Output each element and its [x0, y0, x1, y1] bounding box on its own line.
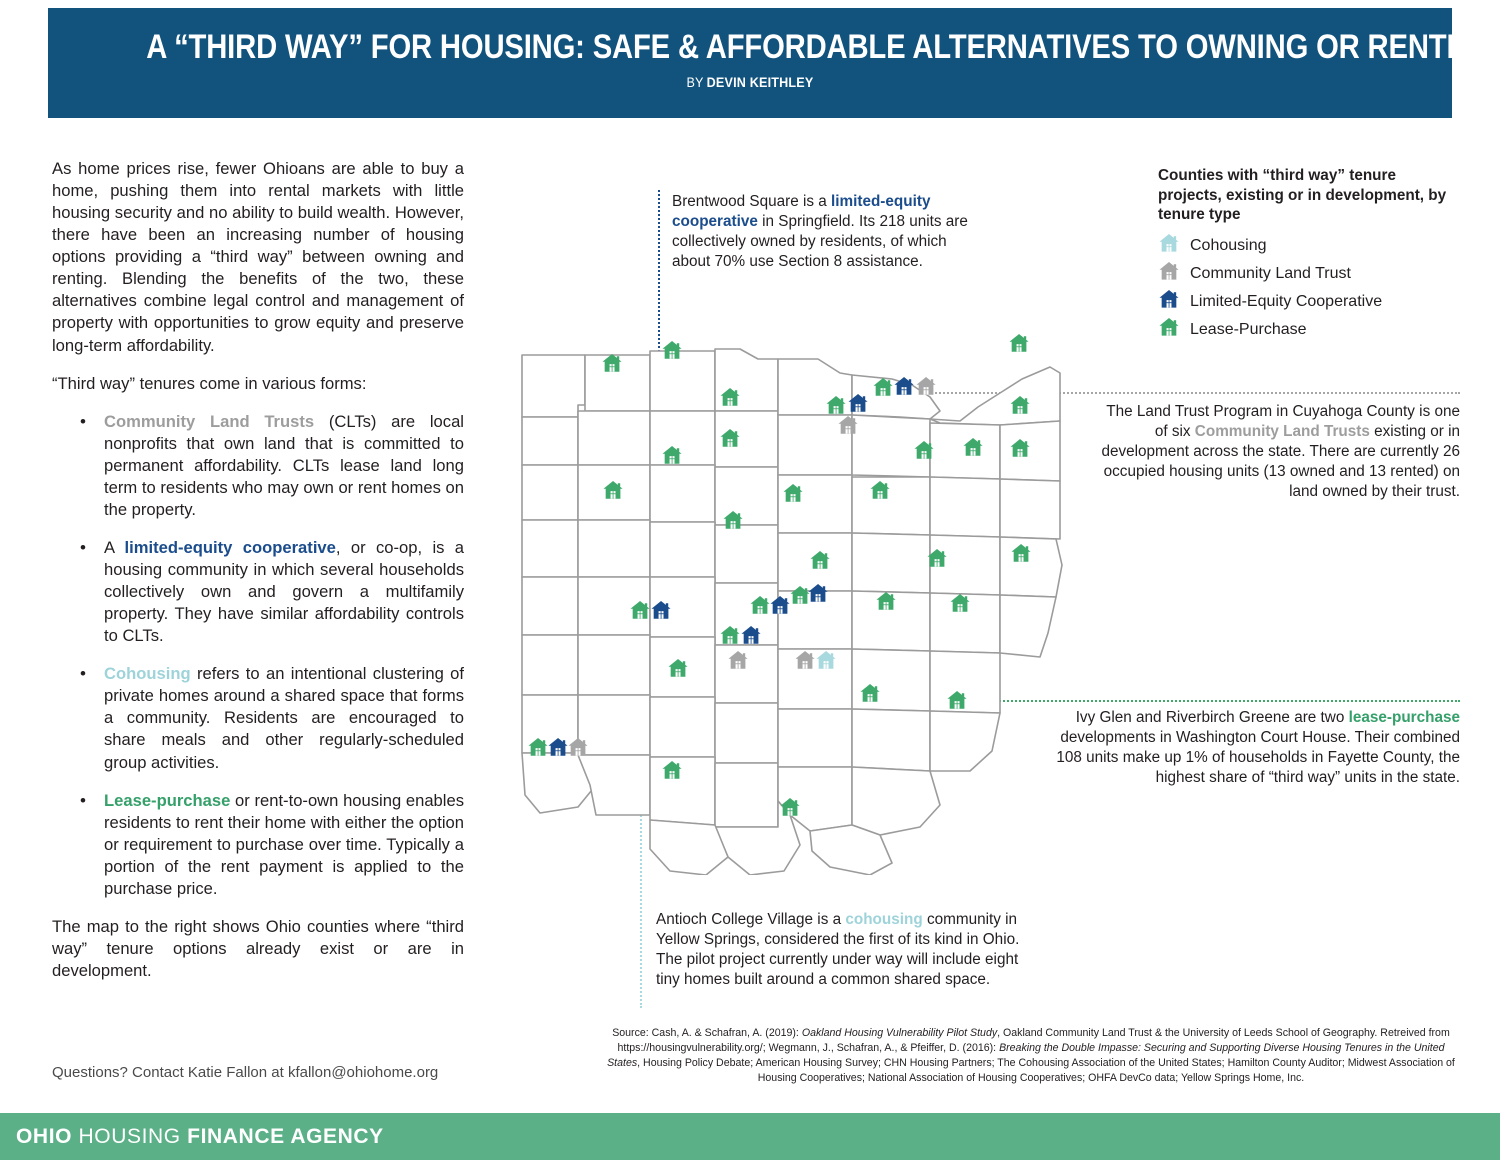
bullet-body-text: refers to an intentional clustering of private homes around a shared space that forms a community. Residents are encouraged to share meals and other regularly-scheduled group activities. [104, 664, 464, 772]
house-icon [1158, 288, 1180, 315]
map-marker-lease_purchase[interactable] [662, 341, 681, 359]
map-legend [1158, 166, 1458, 344]
logo-housing: HOUSING [72, 1125, 188, 1148]
ohfa-logo [16, 1125, 384, 1149]
bullet-dot-icon: • [80, 411, 86, 431]
contact-line: Questions? Contact Katie Fallon at kfallon@ohiohome.org [52, 1064, 439, 1081]
tenure-type-item-4 [52, 790, 464, 900]
callout-antioch [656, 910, 1036, 990]
logo-ohio: OHIO [16, 1125, 73, 1148]
callout-fayette-text-2: developments in Washington Court House. Their combined 108 units make up 1% of households in Fayette County, the highest share of “third way” units in the state. [1056, 728, 1460, 786]
legend-item-label: Cohousing [1190, 236, 1267, 254]
tenure-type-list [52, 411, 464, 900]
house-icon [1158, 232, 1180, 259]
source-line-3i: Housing Tenures in the United States [607, 1042, 1445, 1070]
legend-item-2[interactable] [1158, 288, 1458, 316]
map-marker-lease_purchase[interactable] [1009, 334, 1028, 352]
callout-brentwood-text-1: Brentwood Square is a [672, 193, 832, 210]
tenure-type-item-1 [52, 411, 464, 521]
bullet-body-text: , or co-op, is a housing community in which several households collectively own and govern a multifamily property. They have similar affordability controls to CLTs. [104, 537, 465, 646]
bullet-term: limited-equity cooperative [124, 537, 336, 557]
callout-fayette [1040, 708, 1460, 788]
tenure-type-item-3 [52, 663, 464, 773]
legend-item-label: Limited-Equity Cooperative [1190, 292, 1383, 310]
legend-item-3[interactable] [1158, 316, 1458, 344]
bullet-dot-icon: • [80, 664, 86, 684]
bullet-term: Cohousing [104, 664, 191, 684]
bullet-dot-icon: • [80, 790, 86, 810]
bullet-term: Lease-purchase [104, 790, 231, 810]
source-line-2a: Retreived from https://housingvulnerability.org/; Wegmann, J., Schafran, A., & Pfeiffer, D. (2016): [617, 1027, 1450, 1055]
source-line-1i: Oakland Housing Vulnerability Pilot Study [801, 1027, 998, 1039]
legend-title: Counties with “third way” tenure projects, existing or in development, by tenure type [1158, 167, 1447, 224]
source-line-1b: , Oakland Community Land Trust & the University of Leeds School of Geography. [997, 1027, 1378, 1039]
callout-fayette-text-1: Ivy Glen and Riverbirch Greene are two [1075, 709, 1349, 726]
legend-item-label: Lease-Purchase [1190, 320, 1307, 338]
bullet-term: Community Land Trusts [104, 411, 315, 431]
callout-cuyahoga [1100, 402, 1460, 501]
byline [118, 74, 1382, 90]
map-marker-community_land_trust[interactable] [916, 377, 935, 395]
map-marker-limited_equity_cooperative[interactable] [894, 377, 913, 395]
header-banner [48, 8, 1498, 118]
ohio-map-svg [500, 315, 1080, 875]
legend-item-0[interactable] [1158, 232, 1458, 260]
legend-item-label: Community Land Trust [1190, 264, 1351, 282]
callout-brentwood-text-2: in Springfield. Its 218 units are collectively owned by residents, of which about 70% use Section 8 assistance. [672, 212, 968, 270]
ohio-county-map[interactable] [500, 315, 1080, 875]
closing-paragraph: The map to the right shows Ohio counties where “third way” tenure options already exist or are in development. [52, 916, 464, 980]
byline-author: DEVIN KEITHLEY [706, 74, 814, 90]
intro-paragraph-2: “Third way” tenures come in various forms: [52, 373, 367, 393]
source-line-1a: Source: Cash, A. & Schafran, A. (2019): [612, 1027, 802, 1039]
byline-prefix: BY [686, 74, 707, 90]
bullet-body-text: (CLTs) are local nonprofits that own land that is committed to permanent affordability. CLTs lease land long term to residents who may own or rent homes on the property. [104, 411, 464, 519]
legend-item-1[interactable] [1158, 260, 1458, 288]
callout-antioch-term: cohousing [845, 911, 923, 928]
bullet-body-text: or rent-to-own housing enables residents to rent their home with either the option or requirement to purchase over time. Typically a portion of the rent payment is applied to the purchase price. [104, 790, 464, 898]
source-note [600, 1026, 1462, 1086]
intro-paragraph-1: As home prices rise, fewer Ohioans are able to buy a home, pushing them into rental markets with little housing security and no ability to build wealth. However, there have been an increasing number of housing options providing a “third way” between owning and renting. Blending the benefits of the two, these alternatives combine legal control and management of property with opportunities to grow equity and preserve long-term affordability. [52, 159, 464, 355]
source-line-3b: , Housing Policy Debate; American Housing Survey; CHN Housing Partners; The Cohousing Association of the United States; [637, 1057, 1225, 1070]
intro-column [52, 158, 464, 998]
callout-fayette-term: lease-purchase [1348, 709, 1460, 726]
callout-antioch-text-1: Antioch College Village is a [656, 911, 846, 928]
tenure-type-item-2 [52, 537, 464, 647]
callout-brentwood-term: limited-equity cooperative [672, 193, 931, 230]
callout-antioch-text-2: community in Yellow Springs, considered the first of its kind in Ohio. The pilot project currently under way will include eight tiny homes built around a common shared space. [656, 911, 1020, 988]
house-icon [1158, 260, 1180, 287]
callout-cuyahoga-text-2: existing or in development across the state. There are currently 26 occupied housing units (13 owned and 13 rented) on land owned by their trust. [1101, 422, 1460, 500]
callout-cuyahoga-text-1: The Land Trust Program in Cuyahoga County is one of six [1106, 403, 1460, 440]
footer-banner [0, 1113, 1500, 1160]
source-line-4: Hamilton County Auditor; Midwest Association of Housing Cooperatives; National Association of Housing Cooperatives; OHFA DevCo data; Yellow Springs Home, Inc. [757, 1057, 1455, 1085]
callout-brentwood [672, 192, 972, 272]
source-line-2i: Breaking the Double Impasse: Securing and Supporting Diverse [999, 1042, 1300, 1055]
page-title: A “THIRD WAY” FOR HOUSING: SAFE & AFFORDABLE ALTERNATIVES TO OWNING OR RENTING [146, 28, 1498, 66]
bullet-lead-text: A [104, 537, 125, 557]
bullet-dot-icon: • [80, 537, 86, 557]
logo-finance-agency: FINANCE AGENCY [187, 1125, 384, 1148]
house-icon [1158, 316, 1180, 343]
callout-cuyahoga-term: Community Land Trusts [1194, 422, 1370, 440]
